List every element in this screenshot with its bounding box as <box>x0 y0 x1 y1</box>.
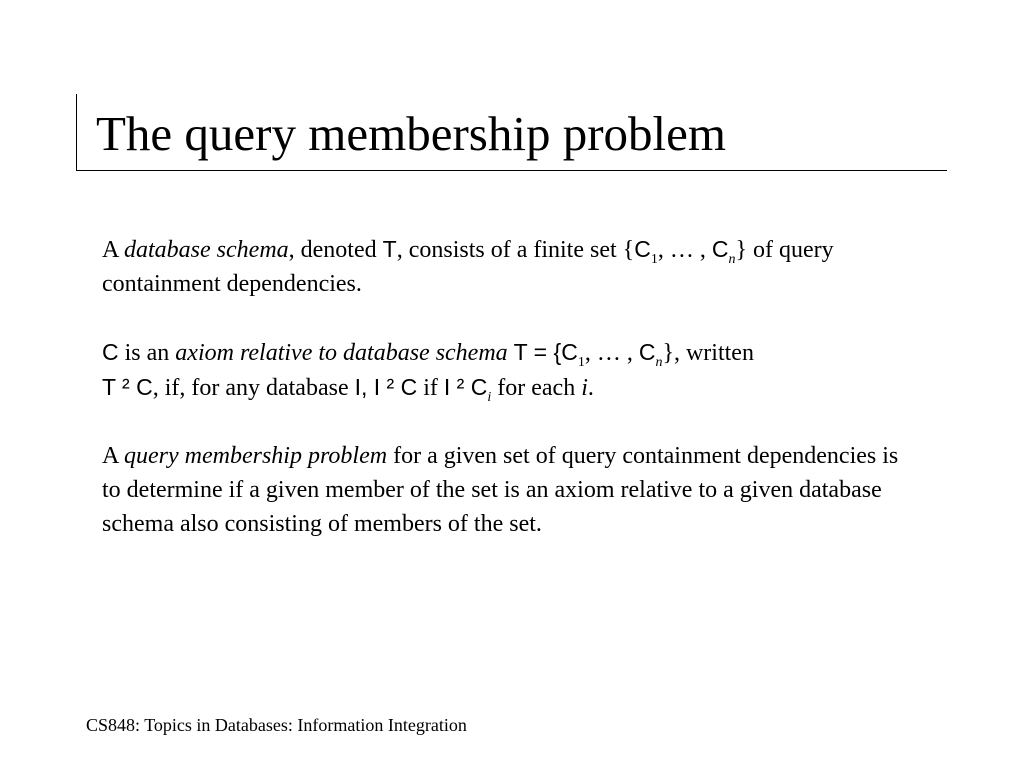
paragraph-database-schema <box>102 232 902 301</box>
symbol-entailment: T ² C <box>102 374 153 400</box>
subscript-n: n <box>655 355 663 370</box>
text: A <box>102 443 125 469</box>
symbol-T-eq: T = { <box>507 339 562 365</box>
text: , … , <box>584 340 639 366</box>
symbol-C: C <box>102 339 119 365</box>
text: }, written <box>662 340 754 366</box>
text: , denoted <box>288 237 383 263</box>
subscript-1: 1 <box>577 355 585 370</box>
symbol-Cn: C <box>638 339 656 365</box>
symbol-i: i <box>581 375 588 401</box>
slide-title: The query membership problem <box>96 106 727 161</box>
term-axiom: axiom relative to database schema <box>175 340 508 366</box>
text: for a given set of query containment dependencies is to determine if a given member of the set is an axiom relative to a given database schema also consisting of members of the set. <box>102 443 899 537</box>
slide-footer: CS848: Topics in Databases: Information Integration <box>86 715 467 735</box>
paragraph-query-membership <box>102 439 902 541</box>
text: . <box>587 375 594 401</box>
text: A <box>102 237 125 263</box>
subscript-i: i <box>487 390 492 405</box>
symbol-ci-entailment: I ² C <box>443 374 488 400</box>
symbol-C1: C <box>561 339 578 365</box>
term-query-membership-problem: query membership problem <box>124 443 388 469</box>
symbol-database-entailment: I, I ² C <box>354 374 418 400</box>
text: , if, for any database <box>152 375 355 401</box>
text: if <box>417 375 444 401</box>
text: } of query containment dependencies. <box>102 237 834 297</box>
text: is an <box>118 340 176 366</box>
subscript-1: 1 <box>650 252 658 267</box>
paragraph-axiom <box>102 335 902 405</box>
symbol-T: T <box>382 236 397 262</box>
text: for each <box>491 375 582 401</box>
title-horizontal-rule <box>76 170 947 171</box>
symbol-C1: C <box>634 236 651 262</box>
symbol-Cn: C <box>711 236 729 262</box>
text: , consists of a finite set { <box>396 237 635 263</box>
text: , … , <box>657 237 712 263</box>
term-database-schema: database schema <box>124 237 289 263</box>
title-vertical-rule <box>76 94 77 170</box>
slide-body <box>102 232 902 575</box>
subscript-n: n <box>728 252 736 267</box>
